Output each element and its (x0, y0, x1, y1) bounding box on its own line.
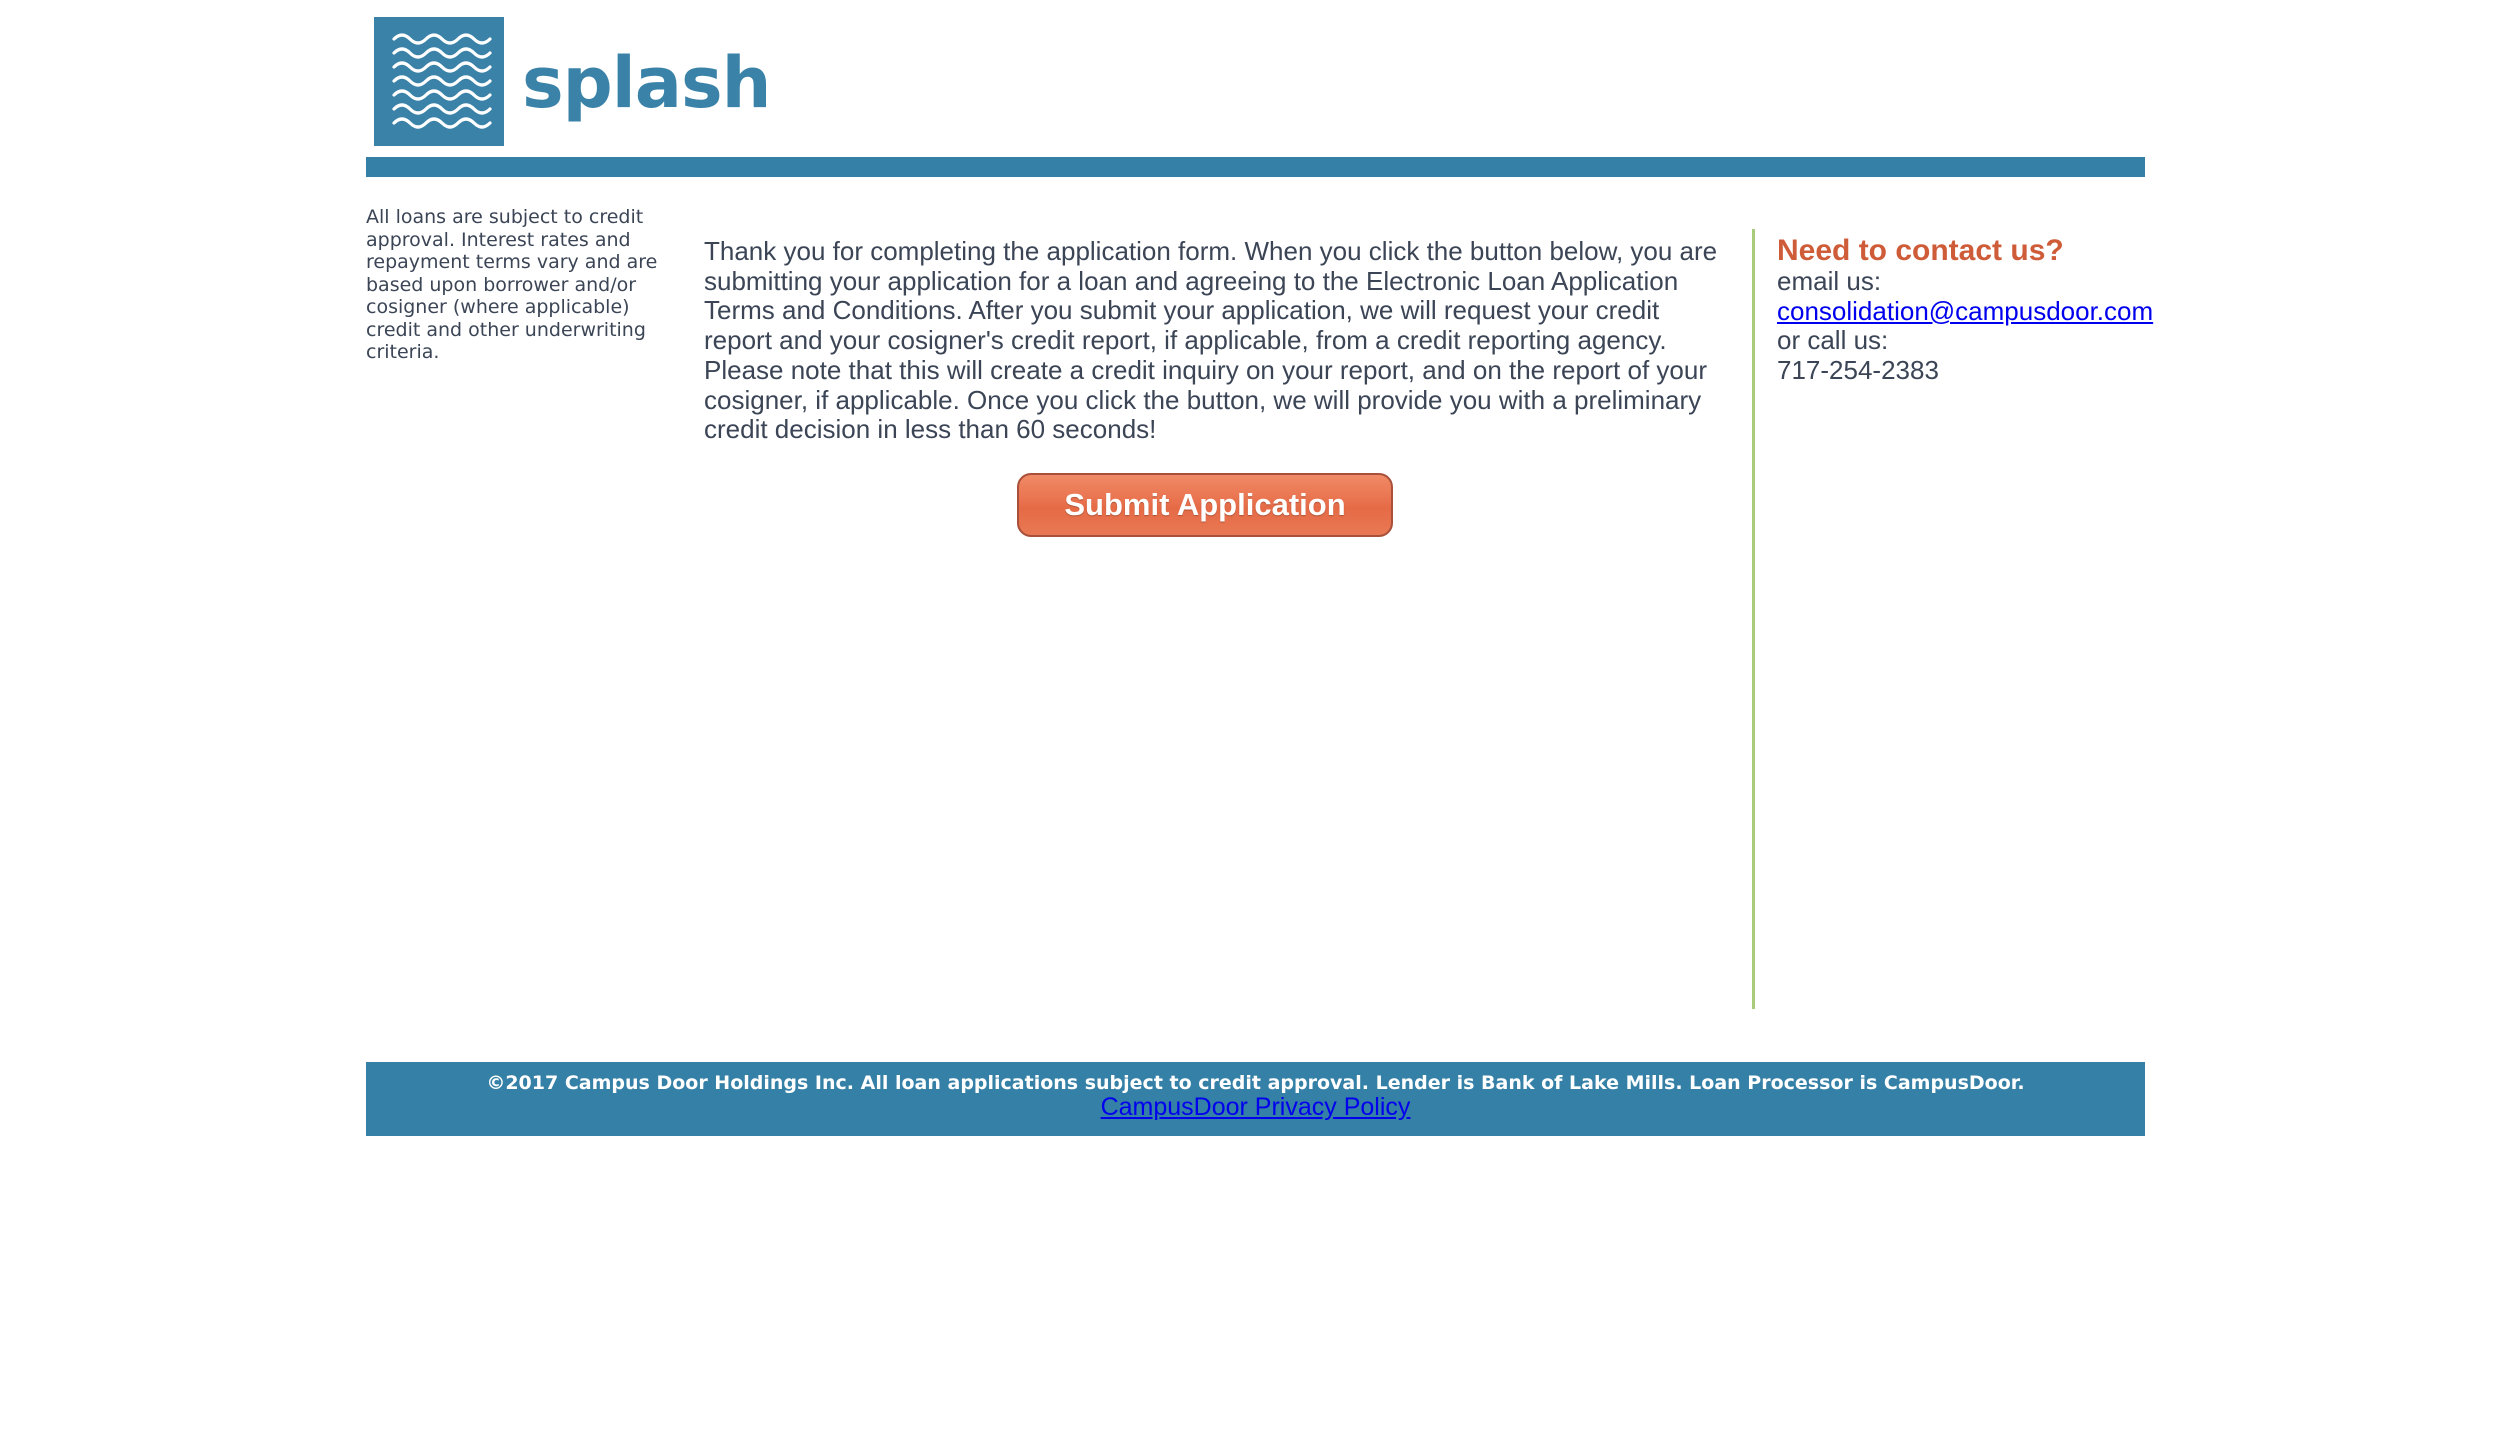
phone-number: 717-254-2383 (1777, 355, 1939, 386)
email-link[interactable]: consolidation@campusdoor.com (1777, 295, 2154, 326)
logo-text: splash (522, 41, 771, 124)
credit-disclaimer: All loans are subject to credit approval. Interest rates and repayment terms vary and are based upon borrower and/or cosigner (where applicable) credit and other underwriting criteria. (366, 206, 658, 363)
vertical-divider (1752, 229, 1755, 1009)
wave-lines-icon (374, 17, 504, 146)
phone-label: or call us: (1777, 325, 1889, 356)
contact-panel (1777, 233, 2153, 386)
footer (366, 1062, 2145, 1136)
email-label: email us: (1777, 266, 1882, 296)
privacy-policy-link[interactable]: CampusDoor Privacy Policy (1100, 1093, 1411, 1121)
submit-application-button[interactable]: Submit Application (1017, 473, 1393, 537)
contact-heading: Need to contact us? (1777, 234, 2064, 267)
footer-copyright: ©2017 Campus Door Holdings Inc. All loan applications subject to credit approval. Lender is Bank of Lake Mills. Loan Processor is CampusDoor. (486, 1072, 2025, 1094)
submit-container (1017, 473, 1393, 537)
logo[interactable] (374, 17, 771, 146)
header-bar (366, 157, 2145, 177)
application-message: Thank you for completing the application form. When you click the button below, you are submitting your application for a loan and agreeing to the Electronic Loan Application Terms and Conditions. After you submit your application, we will request your credit report and your cosigner's credit report, if applicable, from a credit reporting agency. Please note that this will create a credit inquiry on your report, and on the report of your cosigner, if applicable. Once you click the button, we will provide you with a preliminary credit decision in less than 60 seconds! (704, 236, 1718, 445)
